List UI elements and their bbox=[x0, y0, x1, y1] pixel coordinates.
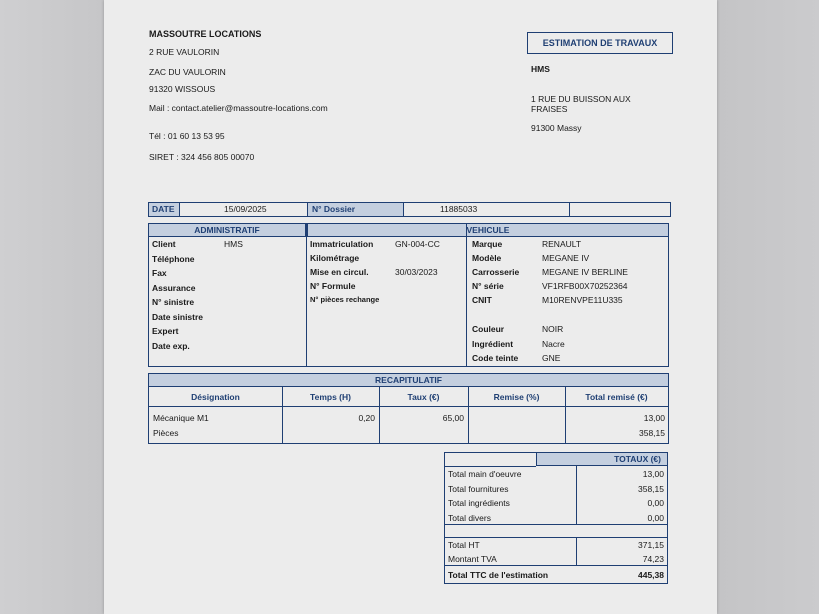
vehicle-field-label: N° Formule bbox=[310, 281, 356, 291]
info-divider-2 bbox=[466, 224, 467, 366]
admin-field-label: Téléphone bbox=[152, 253, 195, 264]
total-ht-value: 371,15 bbox=[638, 540, 664, 550]
admin-field-label: Date sinistre bbox=[152, 311, 204, 322]
vehicle-field-value: M10RENVPE11U335 bbox=[542, 295, 623, 305]
document-title: ESTIMATION DE TRAVAUX bbox=[542, 38, 658, 48]
dossier-row bbox=[148, 202, 671, 217]
vehicle-color-field-label: Code teinte bbox=[472, 353, 519, 363]
recap-row-1-total: 13,00 bbox=[643, 413, 665, 423]
company-siret: SIRET : 324 456 805 00070 bbox=[149, 152, 255, 162]
client-address-cont: FRAISES bbox=[531, 104, 568, 114]
vehicle-color-field-value: Nacre bbox=[542, 338, 565, 349]
totals-row-value: 0,00 bbox=[647, 512, 664, 523]
admin-field-value: HMS bbox=[224, 239, 243, 249]
vehicle-field-label: N° série bbox=[472, 281, 504, 291]
dossier-label: N° Dossier bbox=[307, 202, 404, 217]
info-block bbox=[148, 223, 669, 367]
company-tel: Tél : 01 60 13 53 95 bbox=[149, 131, 225, 141]
recap-row-1-taux: 65,00 bbox=[442, 413, 464, 423]
totals-line-3 bbox=[445, 565, 667, 566]
client-city: 91300 Massy bbox=[531, 123, 582, 133]
vehicle-field-label: Kilométrage bbox=[310, 253, 360, 263]
totals-row-label: Total fournitures bbox=[448, 483, 509, 494]
vehicle-field-label: Mise en circul. bbox=[310, 267, 369, 277]
totals-line-2 bbox=[445, 537, 667, 538]
vehicle-field-value: VF1RFB00X70252364 bbox=[542, 281, 628, 291]
vehicle-field-label: N° pièces rechange bbox=[310, 295, 380, 304]
recap-row-1-designation: Mécanique M1 bbox=[153, 413, 209, 423]
recap-col-taux: Taux (€) bbox=[407, 392, 440, 402]
company-mail: Mail : contact.atelier@massoutre-locations.com bbox=[149, 103, 328, 113]
company-city: 91320 WISSOUS bbox=[149, 84, 216, 94]
vehicle-color-field-value: NOIR bbox=[542, 324, 564, 334]
totals-row-label: Total divers bbox=[448, 512, 491, 523]
info-divider-1 bbox=[306, 224, 307, 366]
admin-field-label: Fax bbox=[152, 268, 167, 278]
recap-col-designation: Désignation bbox=[191, 392, 240, 402]
totals-row-value: 13,00 bbox=[642, 469, 664, 479]
company-address2: ZAC DU VAULORIN bbox=[149, 67, 226, 77]
recap-table bbox=[148, 373, 669, 444]
admin-field-label: Date exp. bbox=[152, 340, 190, 351]
recap-row-2-designation: Pièces bbox=[153, 428, 179, 438]
dossier-value: 11885033 bbox=[440, 204, 478, 214]
background-right bbox=[717, 0, 819, 614]
tva-label: Montant TVA bbox=[448, 554, 497, 564]
vehicle-field-value: MEGANE IV BERLINE bbox=[542, 267, 628, 277]
vehicle-field-value: GN-004-CC bbox=[395, 239, 440, 249]
vehicle-color-field-label: Ingrédient bbox=[472, 338, 514, 349]
recap-col-total: Total remisé (€) bbox=[585, 392, 648, 402]
vehicle-color-field-value: GNE bbox=[542, 353, 561, 363]
recap-col-remise: Remise (%) bbox=[493, 392, 540, 402]
vehicle-color-field-label: Couleur bbox=[472, 324, 505, 334]
company-address1: 2 RUE VAULORIN bbox=[149, 47, 220, 57]
recap-col-temps: Temps (H) bbox=[310, 392, 351, 402]
totals-row-label: Total ingrédients bbox=[448, 498, 510, 508]
admin-field-label: Assurance bbox=[152, 282, 196, 293]
recap-row-1-temps: 0,20 bbox=[358, 413, 375, 423]
dossier-divider bbox=[569, 203, 570, 216]
totals-header: TOTAUX (€) bbox=[536, 452, 668, 466]
date-label: DATE bbox=[148, 202, 180, 217]
totals-row-label: Total main d'oeuvre bbox=[448, 469, 522, 479]
admin-field-label: Expert bbox=[152, 326, 179, 336]
recap-header: RECAPITULATIF bbox=[148, 373, 669, 387]
document-page bbox=[104, 0, 717, 614]
ttc-value: 445,38 bbox=[638, 570, 664, 580]
vehicle-field-label: Carrosserie bbox=[472, 267, 520, 277]
vehicle-field-value: 30/03/2023 bbox=[395, 267, 438, 277]
ttc-label: Total TTC de l'estimation bbox=[448, 570, 549, 580]
vehicle-field-label: CNIT bbox=[472, 295, 492, 305]
recap-header-line bbox=[149, 406, 668, 407]
date-value: 15/09/2025 bbox=[224, 204, 267, 214]
document-title-box bbox=[527, 32, 673, 54]
total-ht-label: Total HT bbox=[448, 540, 480, 550]
vehicle-field-label: Immatriculation bbox=[310, 239, 374, 249]
client-name: HMS bbox=[531, 64, 550, 74]
recap-row-2-total: 358,15 bbox=[639, 428, 665, 438]
tva-value: 74,23 bbox=[642, 554, 664, 564]
admin-field-label: N° sinistre bbox=[152, 297, 195, 307]
totals-table bbox=[444, 452, 668, 584]
vehicle-field-label: Marque bbox=[472, 239, 503, 249]
client-address: 1 RUE DU BUISSON AUX bbox=[531, 94, 631, 104]
totals-line-1 bbox=[445, 524, 667, 525]
vehicle-field-label: Modèle bbox=[472, 253, 502, 263]
totals-header-underline bbox=[445, 466, 536, 467]
background-left bbox=[0, 0, 104, 614]
totals-row-value: 358,15 bbox=[638, 483, 664, 494]
totals-row-value: 0,00 bbox=[647, 498, 664, 508]
vehicle-field-value: MEGANE IV bbox=[542, 253, 590, 263]
company-name: MASSOUTRE LOCATIONS bbox=[149, 29, 262, 39]
admin-field-label: Client bbox=[152, 239, 176, 249]
admin-header: ADMINISTRATIF bbox=[148, 223, 306, 237]
vehicle-header: VEHICULE bbox=[307, 223, 669, 237]
vehicle-field-value: RENAULT bbox=[542, 239, 582, 249]
